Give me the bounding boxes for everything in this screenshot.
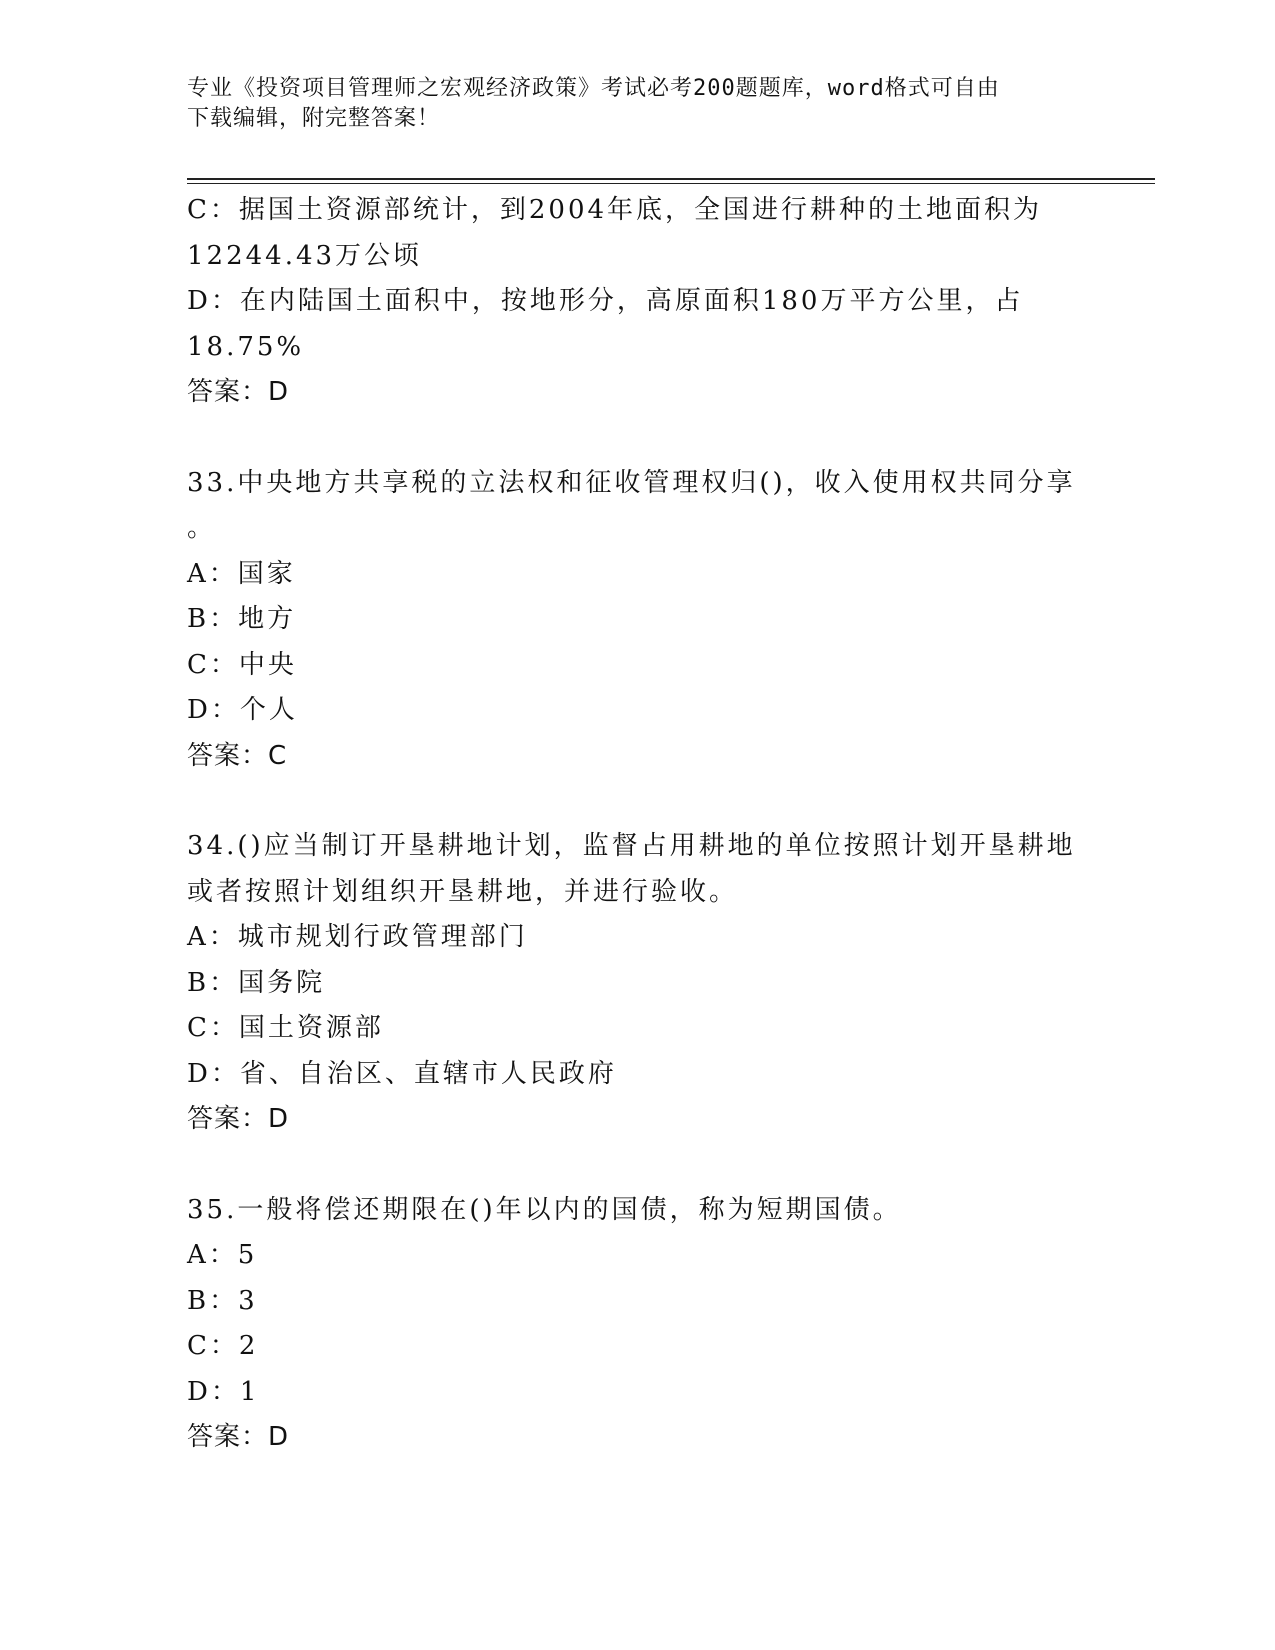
question-33-text-1: 33.中央地方共享税的立法权和征收管理权归()，收入使用权共同分享	[187, 467, 1076, 498]
option-c-line-2: 12244.43万公顷	[187, 240, 423, 271]
question-35-option-c: C：2	[187, 1331, 259, 1361]
question-34-text-1: 34.()应当制订开垦耕地计划，监督占用耕地的单位按照计划开垦耕地	[187, 831, 1076, 861]
answer-33: 答案：C	[187, 740, 288, 771]
question-33-option-b: B：地方	[187, 604, 297, 634]
question-34-option-c: C：国土资源部	[187, 1013, 384, 1043]
question-34-option-a: A：城市规划行政管理部门	[187, 922, 528, 952]
question-34-text-2: 或者按照计划组织开垦耕地，并进行验收。	[187, 876, 739, 907]
spacer	[187, 416, 1087, 461]
header-rule-thick	[187, 178, 1155, 180]
question-32-tail	[187, 188, 1087, 416]
header-rule-thin	[187, 183, 1155, 184]
question-35	[187, 1188, 1087, 1461]
answer-35: 答案：D	[187, 1422, 290, 1452]
question-35-option-d: D：1	[187, 1376, 260, 1407]
question-33-option-c: C：中央	[187, 649, 297, 680]
question-33-text-2: 。	[187, 513, 217, 543]
document-header	[187, 74, 1087, 134]
answer-34: 答案：D	[187, 1104, 290, 1134]
question-35-option-a: A：5	[187, 1240, 258, 1270]
document-body	[187, 188, 1087, 1461]
question-34-option-d: D：省、自治区、直辖市人民政府	[187, 1058, 617, 1089]
answer-32: 答案：D	[187, 377, 290, 407]
spacer	[187, 1143, 1087, 1188]
question-34-option-b: B：国务院	[187, 967, 326, 998]
option-d-line-1: D：在内陆国土面积中，按地形分，高原面积180万平方公里，占	[187, 286, 1024, 316]
question-33	[187, 461, 1087, 780]
question-33-option-a: A：国家	[187, 558, 296, 589]
option-d-line-2: 18.75%	[187, 331, 305, 362]
question-34	[187, 824, 1087, 1143]
question-35-text-1: 35.一般将偿还期限在()年以内的国债，称为短期国债。	[187, 1194, 902, 1225]
option-c-line-1: C：据国土资源部统计，到2004年底，全国进行耕种的土地面积为	[187, 195, 1043, 225]
question-35-option-b: B：3	[187, 1285, 258, 1316]
header-line-2: 下载编辑，附完整答案！	[187, 106, 441, 131]
header-line-1: 专业《投资项目管理师之宏观经济政策》考试必考200题题库，word格式可自由	[187, 76, 1000, 101]
spacer	[187, 779, 1087, 824]
question-33-option-d: D：个人	[187, 695, 298, 725]
